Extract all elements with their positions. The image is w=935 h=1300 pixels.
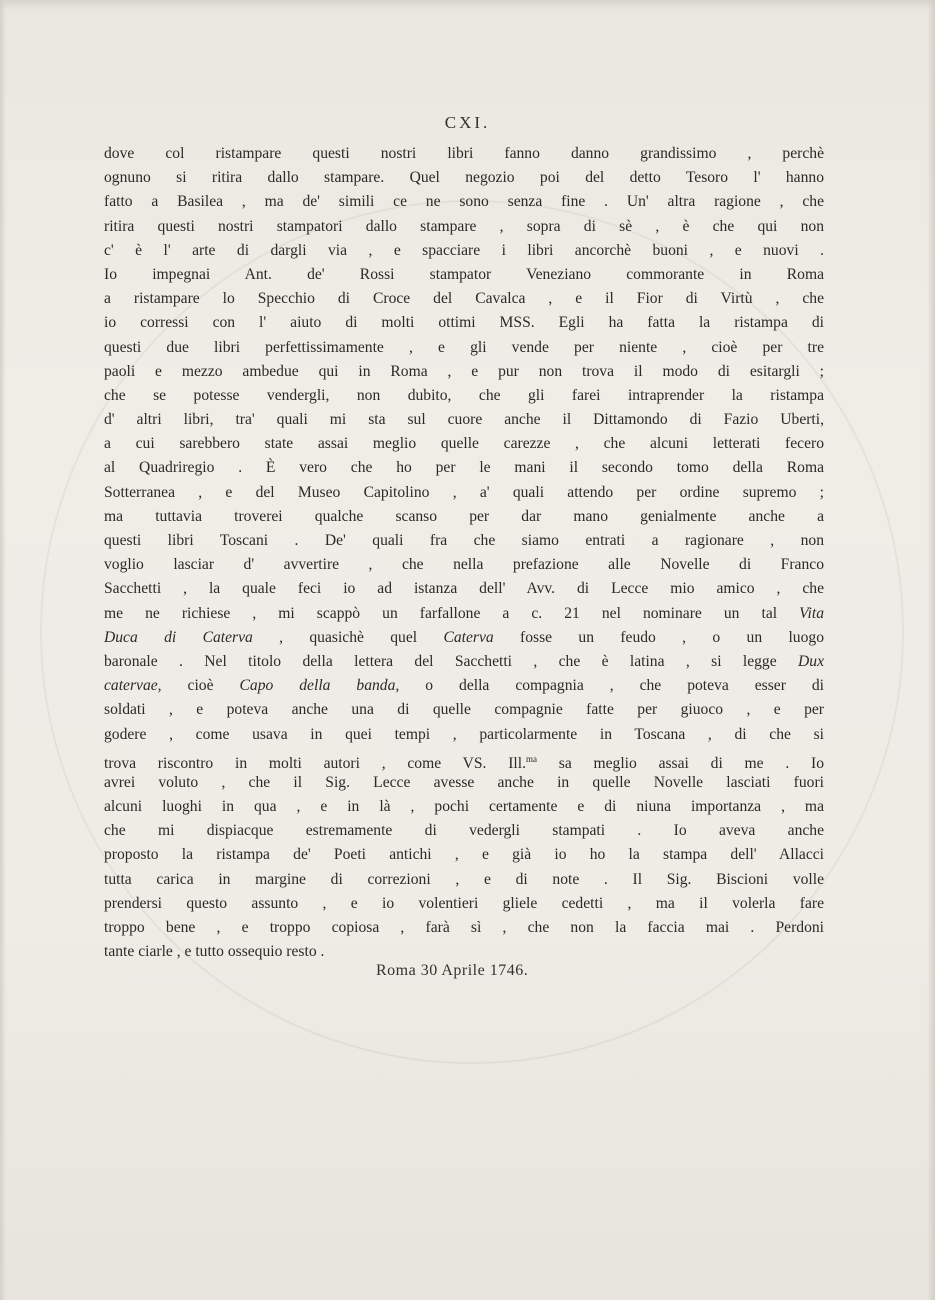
text-segment: me ne richiese , mi scappò un farfallone a c. 21 nel nominare un tal xyxy=(104,604,778,622)
page-edge-right xyxy=(927,0,935,1300)
text-segment: trova riscontro in molti autori , come VS. Ill. xyxy=(104,754,526,772)
page-number: CXI. xyxy=(444,113,491,132)
text-line: troppo bene , e troppo copiosa , farà sì , che non la faccia mai . Perdoni xyxy=(104,919,824,936)
text-line: proposto la ristampa de' Poeti antichi , e già io ho la stampa dell' Allacci xyxy=(104,846,824,864)
text-line: Sacchetti , la quale feci io ad istanza dell' Avv. di Lecce mio amico , che xyxy=(104,580,824,598)
text-segment: fosse un feudo , o un luogo xyxy=(493,628,824,646)
text-line: ma tuttavia troverei qualche scanso per dar mano genialmente anche a xyxy=(104,507,824,525)
text-line: d' altri libri, tra' quali mi sta sul cuore anche il Dittamondo di Fazio Uberti, xyxy=(104,411,824,429)
italic-term: Duca di Caterva xyxy=(104,628,253,646)
text-line: io corressi con l' aiuto di molti ottimi MSS. Egli ha fatta la ristampa di xyxy=(104,314,824,332)
text-segment: cioè xyxy=(161,677,240,695)
superscript: ma xyxy=(525,753,537,764)
text-line: godere , come usava in quei tempi , particolarmente in Toscana , di che si xyxy=(104,725,824,743)
text-line-final: tante ciarle , e tutto ossequio resto . xyxy=(104,943,325,961)
text-line: soldati , e poteva anche una di quelle compagnie fatte per giuoco , e per xyxy=(104,701,824,719)
italic-term: Dux xyxy=(798,652,824,670)
text-line: paoli e mezzo ambedue qui in Roma , e pur non trova il modo di esitargli ; xyxy=(104,362,824,380)
text-line: ognuno si ritira dallo stampare. Quel negozio poi del detto Tesoro l' hanno xyxy=(104,169,824,187)
text-line-with-italic xyxy=(104,626,824,650)
text-segment: , quasichè quel xyxy=(252,628,444,646)
italic-term: catervae, xyxy=(104,677,162,695)
text-line-with-superscript xyxy=(104,747,824,771)
text-line: che mi dispiacque estremamente di vedergli stampati . Io aveva anche xyxy=(104,822,824,840)
page-edge-left xyxy=(0,0,6,1300)
text-line: questi due libri perfettissimamente , e gli vende per niente , cioè per tre xyxy=(104,338,824,356)
text-line: a ristampare lo Specchio di Croce del Cavalca , e il Fior di Virtù , che xyxy=(104,290,824,308)
text-line: avrei voluto , che il Sig. Lecce avesse anche in quelle Novelle lasciati fuori xyxy=(104,773,824,791)
text-line: dove col ristampare questi nostri libri fanno danno grandissimo , perchè xyxy=(104,145,824,162)
text-line: Io impegnai Ant. de' Rossi stampator Veneziano commorante in Roma xyxy=(104,265,824,283)
text-line: questi libri Toscani . De' quali fra che siamo entrati a ragionare , non xyxy=(104,532,824,549)
date-line: Roma 30 Aprile 1746. xyxy=(376,962,529,979)
text-line: alcuni luoghi in qua , e in là , pochi certamente e di niuna importanza , ma xyxy=(104,798,824,816)
text-line-with-italic xyxy=(104,674,824,698)
text-segment: baronale . Nel titolo della lettera del Sacchetti , che è latina , si legge xyxy=(104,652,799,670)
text-line: al Quadriregio . È vero che ho per le mani il secondo tomo della Roma xyxy=(104,459,824,477)
text-line: fatto a Basilea , ma de' simili ce ne sono senza fine . Un' altra ragione , che xyxy=(104,193,824,211)
text-line: a cui sarebbero state assai meglio quelle carezze , che alcuni letterati fecero xyxy=(104,435,824,453)
text-segment: o della compagnia , che poteva esser di xyxy=(399,677,825,695)
text-segment: sa meglio assai di me . Io xyxy=(536,754,825,772)
text-line-with-italic xyxy=(104,650,824,674)
text-line: ritira questi nostri stampatori dallo stampare , sopra di sè , è che qui non xyxy=(104,217,824,235)
text-line: che se potesse vendergli, non dubito, che gli farei intraprender la ristampa xyxy=(104,386,824,404)
italic-term: Capo della banda, xyxy=(239,677,400,695)
text-line: prendersi questo assunto , e io volentieri gliele cedetti , ma il volerla fare xyxy=(104,894,824,912)
text-line: c' è l' arte di dargli via , e spacciare i libri ancorchè buoni , e nuovi . xyxy=(104,241,824,259)
letter-body xyxy=(104,142,824,964)
italic-term: Caterva xyxy=(443,628,494,646)
text-line: tutta carica in margine di correzioni , e di note . Il Sig. Biscioni volle xyxy=(104,870,824,888)
page-edge-top xyxy=(0,0,935,10)
italic-term: Vita xyxy=(799,604,824,622)
text-line: Sotterranea , e del Museo Capitolino , a' quali attendo per ordine supremo ; xyxy=(104,483,824,501)
text-line: voglio lasciar d' avvertire , che nella prefazione alle Novelle di Franco xyxy=(104,556,824,574)
text-line-with-italic xyxy=(104,602,824,626)
